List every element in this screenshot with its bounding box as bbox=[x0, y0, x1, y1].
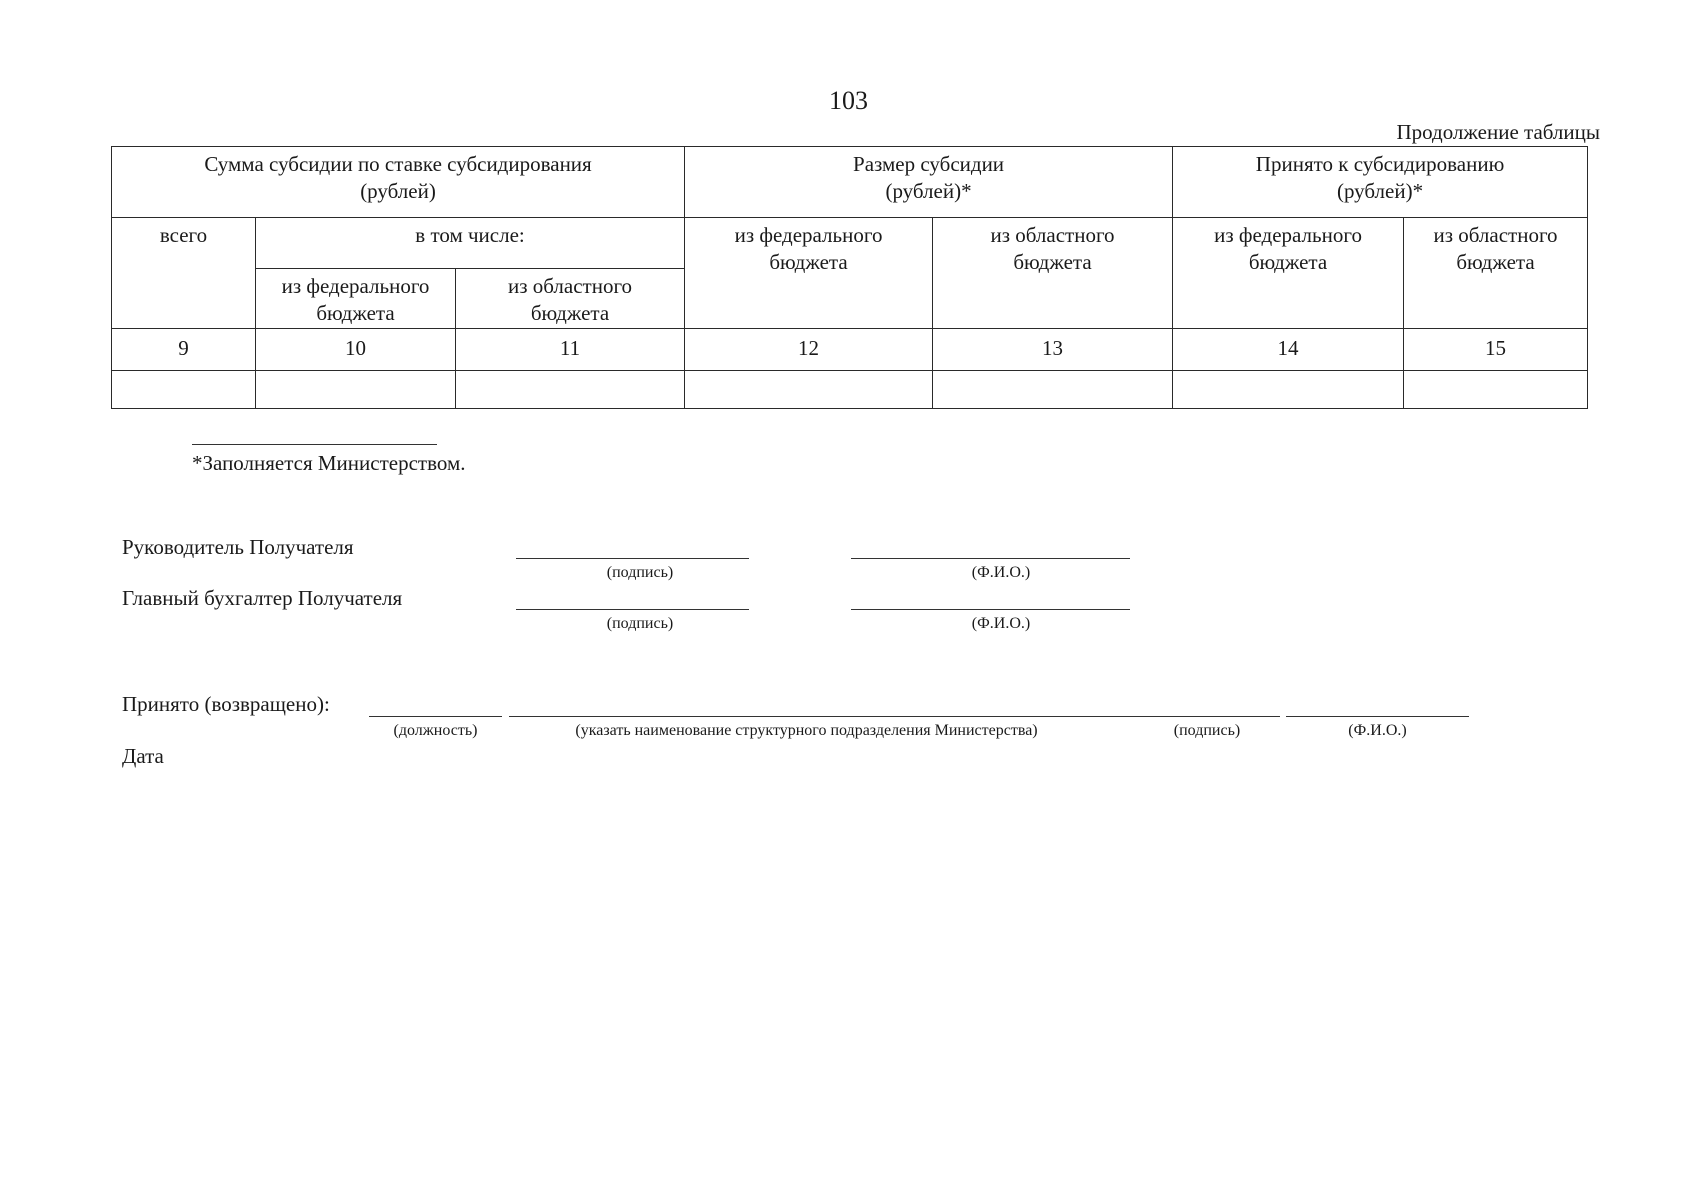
empty-cell[interactable] bbox=[933, 370, 1173, 408]
column-number: 14 bbox=[1173, 328, 1404, 370]
column-number: 13 bbox=[933, 328, 1173, 370]
empty-cell[interactable] bbox=[112, 370, 256, 408]
department-caption: (указать наименование структурного подразделения Министерства) bbox=[575, 722, 1038, 739]
empty-cell[interactable] bbox=[256, 370, 456, 408]
empty-data-row bbox=[112, 370, 1588, 408]
column-number: 10 bbox=[256, 328, 456, 370]
header-accepted-regional: из областного бюджета bbox=[1404, 218, 1588, 329]
header-accepted-federal: из федерального бюджета bbox=[1173, 218, 1404, 329]
empty-cell[interactable] bbox=[1404, 370, 1588, 408]
fio-caption: (Ф.И.О.) bbox=[971, 564, 1031, 581]
accepted-returned-label: Принято (возвращено): bbox=[122, 692, 330, 716]
header-rate-regional: из областного бюджета bbox=[456, 269, 685, 329]
empty-cell[interactable] bbox=[685, 370, 933, 408]
signature-caption: (подпись) bbox=[606, 615, 674, 632]
header-subsidy-size: Размер субсидии (рублей)* bbox=[685, 147, 1173, 218]
fio-line[interactable] bbox=[1286, 716, 1469, 717]
subsidy-table bbox=[111, 146, 1588, 409]
header-subsidy-rate-sum: Сумма субсидии по ставке субсидирования (рублей) bbox=[112, 147, 685, 218]
head-fio-line[interactable] bbox=[851, 558, 1130, 559]
page-number: 103 bbox=[829, 86, 868, 115]
header-size-regional: из областного бюджета bbox=[933, 218, 1173, 329]
head-of-recipient-label: Руководитель Получателя bbox=[122, 535, 354, 559]
empty-cell[interactable] bbox=[1173, 370, 1404, 408]
position-line[interactable] bbox=[369, 716, 502, 717]
footnote: *Заполняется Министерством. bbox=[192, 451, 466, 475]
chief-accountant-label: Главный бухгалтер Получателя bbox=[122, 586, 403, 610]
header-accepted-for-subsidy: Принято к субсидированию (рублей)* bbox=[1173, 147, 1588, 218]
column-number-row bbox=[112, 328, 1588, 370]
accountant-fio-line[interactable] bbox=[851, 609, 1130, 610]
signature-caption: (подпись) bbox=[606, 564, 674, 581]
footnote-rule bbox=[192, 444, 437, 445]
accountant-signature-line[interactable] bbox=[516, 609, 749, 610]
header-size-federal: из федерального бюджета bbox=[685, 218, 933, 329]
fio-caption: (Ф.И.О.) bbox=[971, 615, 1031, 632]
signature-caption: (подпись) bbox=[1173, 722, 1241, 739]
position-caption: (должность) bbox=[393, 722, 478, 739]
header-including: в том числе: bbox=[256, 218, 685, 269]
column-number: 12 bbox=[685, 328, 933, 370]
column-number: 11 bbox=[456, 328, 685, 370]
department-line[interactable] bbox=[509, 716, 1280, 717]
header-total: всего bbox=[112, 218, 256, 329]
column-number: 9 bbox=[112, 328, 256, 370]
head-signature-line[interactable] bbox=[516, 558, 749, 559]
date-label: Дата bbox=[122, 744, 164, 768]
fio-caption: (Ф.И.О.) bbox=[1348, 722, 1407, 739]
column-number: 15 bbox=[1404, 328, 1588, 370]
empty-cell[interactable] bbox=[456, 370, 685, 408]
table-continuation-label: Продолжение таблицы bbox=[1396, 120, 1600, 144]
header-rate-federal: из федерального бюджета bbox=[256, 269, 456, 329]
